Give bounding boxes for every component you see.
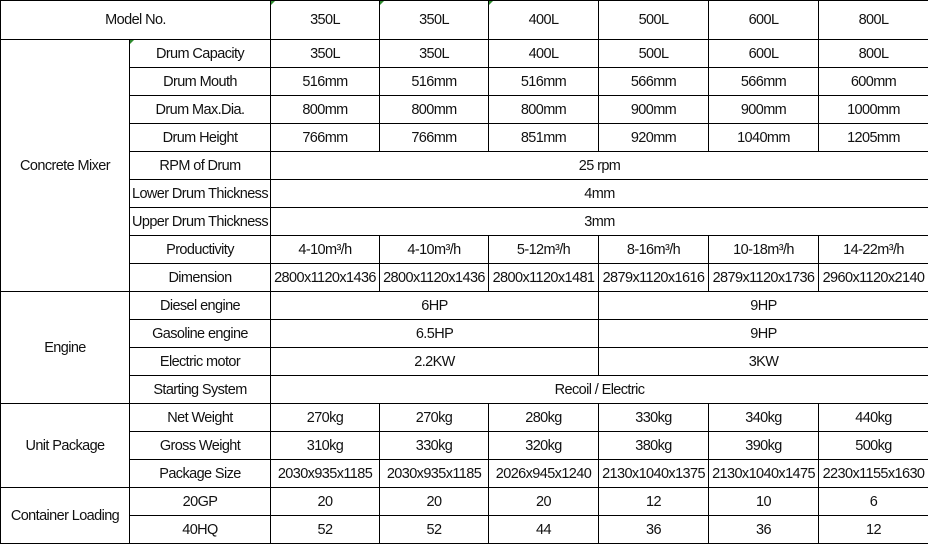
table-row	[1, 488, 928, 516]
row-label: Lower Drum Thickness	[130, 180, 271, 208]
value-cell: 20	[271, 488, 380, 516]
value-cell: 4-10m³/h	[380, 236, 489, 264]
value-cell: 310kg	[271, 432, 380, 460]
value-cell: 280kg	[489, 404, 599, 432]
value-cell: 1205mm	[819, 124, 928, 152]
value-cell: 900mm	[599, 96, 709, 124]
value-cell: 2879x1120x1736	[709, 264, 819, 292]
value-cell: 2026x945x1240	[489, 460, 599, 488]
value-cell-merged: 6.5HP	[271, 320, 599, 348]
value-cell: 400L	[489, 40, 599, 68]
value-cell: 350L	[271, 40, 380, 68]
value-cell: 10	[709, 488, 819, 516]
value-cell: 320kg	[489, 432, 599, 460]
value-cell: 270kg	[380, 404, 489, 432]
table-row	[1, 292, 928, 320]
row-label: RPM of Drum	[130, 152, 271, 180]
row-label: Drum Capacity	[130, 40, 271, 68]
value-cell: 6	[819, 488, 928, 516]
model-header-cell: 350L	[380, 1, 489, 40]
value-cell: 500kg	[819, 432, 928, 460]
table-row	[1, 516, 928, 544]
value-cell-merged: Recoil / Electric	[271, 376, 928, 404]
value-cell: 270kg	[271, 404, 380, 432]
value-cell-merged: 9HP	[599, 320, 928, 348]
group-label-concrete-mixer: Concrete Mixer	[1, 40, 130, 292]
value-cell: 20	[380, 488, 489, 516]
value-cell: 600L	[709, 40, 819, 68]
value-cell: 851mm	[489, 124, 599, 152]
table-row	[1, 124, 928, 152]
value-cell: 516mm	[489, 68, 599, 96]
model-header-cell: 800L	[819, 1, 928, 40]
value-cell-merged: 9HP	[599, 292, 928, 320]
value-cell: 2130x1040x1375	[599, 460, 709, 488]
value-cell: 2800x1120x1436	[271, 264, 380, 292]
table-row	[1, 376, 928, 404]
value-cell: 516mm	[380, 68, 489, 96]
value-cell: 12	[599, 488, 709, 516]
table-row	[1, 264, 928, 292]
value-cell: 8-16m³/h	[599, 236, 709, 264]
value-cell: 566mm	[709, 68, 819, 96]
value-cell: 14-22m³/h	[819, 236, 928, 264]
value-cell: 500L	[599, 40, 709, 68]
group-label-engine: Engine	[1, 292, 130, 404]
table-row	[1, 152, 928, 180]
value-cell: 2230x1155x1630	[819, 460, 928, 488]
value-cell: 920mm	[599, 124, 709, 152]
table-row	[1, 96, 928, 124]
value-cell-merged: 6HP	[271, 292, 599, 320]
value-cell: 390kg	[709, 432, 819, 460]
value-cell: 52	[380, 516, 489, 544]
value-cell: 330kg	[599, 404, 709, 432]
row-label: Productivity	[130, 236, 271, 264]
model-header-cell: 500L	[599, 1, 709, 40]
row-label: 40HQ	[130, 516, 271, 544]
value-cell: 12	[819, 516, 928, 544]
value-cell: 2030x935x1185	[380, 460, 489, 488]
table-row	[1, 180, 928, 208]
table-row	[1, 320, 928, 348]
value-cell: 766mm	[380, 124, 489, 152]
table-row	[1, 432, 928, 460]
row-label: 20GP	[130, 488, 271, 516]
value-cell: 900mm	[709, 96, 819, 124]
value-cell-merged: 25 rpm	[271, 152, 928, 180]
group-label-container-loading: Container Loading	[1, 488, 130, 544]
group-label-unit-package: Unit Package	[1, 404, 130, 488]
row-label: Gross Weight	[130, 432, 271, 460]
value-cell: 340kg	[709, 404, 819, 432]
value-cell: 52	[271, 516, 380, 544]
row-label: Drum Max.Dia.	[130, 96, 271, 124]
value-cell: 800mm	[380, 96, 489, 124]
row-label: Drum Height	[130, 124, 271, 152]
value-cell: 800L	[819, 40, 928, 68]
table-row	[1, 68, 928, 96]
value-cell: 380kg	[599, 432, 709, 460]
table-row	[1, 236, 928, 264]
value-cell: 516mm	[271, 68, 380, 96]
value-cell: 800mm	[489, 96, 599, 124]
value-cell: 10-18m³/h	[709, 236, 819, 264]
value-cell: 1000mm	[819, 96, 928, 124]
value-cell: 2800x1120x1436	[380, 264, 489, 292]
row-label: Dimension	[130, 264, 271, 292]
value-cell: 4-10m³/h	[271, 236, 380, 264]
row-label: Diesel engine	[130, 292, 271, 320]
header-row	[1, 1, 928, 40]
value-cell: 2960x1120x2140	[819, 264, 928, 292]
value-cell-merged: 3KW	[599, 348, 928, 376]
row-label: Upper Drum Thickness	[130, 208, 271, 236]
row-label: Drum Mouth	[130, 68, 271, 96]
table-row	[1, 40, 928, 68]
value-cell-merged: 4mm	[271, 180, 928, 208]
value-cell: 2030x935x1185	[271, 460, 380, 488]
row-label: Package Size	[130, 460, 271, 488]
value-cell: 20	[489, 488, 599, 516]
row-label: Gasoline engine	[130, 320, 271, 348]
value-cell: 36	[599, 516, 709, 544]
value-cell: 36	[709, 516, 819, 544]
value-cell-merged: 2.2KW	[271, 348, 599, 376]
table-row	[1, 404, 928, 432]
table-row	[1, 460, 928, 488]
value-cell: 2800x1120x1481	[489, 264, 599, 292]
value-cell-merged: 3mm	[271, 208, 928, 236]
row-label: Starting System	[130, 376, 271, 404]
model-header-cell: 600L	[709, 1, 819, 40]
value-cell: 1040mm	[709, 124, 819, 152]
model-no-label: Model No.	[1, 1, 271, 40]
value-cell: 2130x1040x1475	[709, 460, 819, 488]
table-row	[1, 348, 928, 376]
value-cell: 800mm	[271, 96, 380, 124]
value-cell: 5-12m³/h	[489, 236, 599, 264]
value-cell: 566mm	[599, 68, 709, 96]
table-row	[1, 208, 928, 236]
model-header-cell: 400L	[489, 1, 599, 40]
model-header-cell: 350L	[271, 1, 380, 40]
row-label: Net Weight	[130, 404, 271, 432]
value-cell: 2879x1120x1616	[599, 264, 709, 292]
value-cell: 330kg	[380, 432, 489, 460]
value-cell: 350L	[380, 40, 489, 68]
value-cell: 766mm	[271, 124, 380, 152]
value-cell: 440kg	[819, 404, 928, 432]
row-label: Electric motor	[130, 348, 271, 376]
value-cell: 600mm	[819, 68, 928, 96]
value-cell: 44	[489, 516, 599, 544]
